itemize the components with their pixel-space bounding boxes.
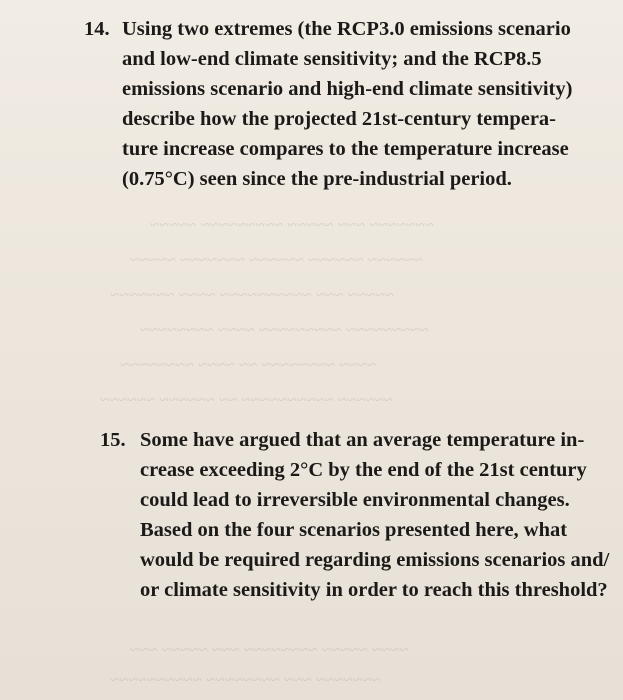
show-through-text: ~~~~~~ ~~~~~~~~~~ ~~ ~~~~~~ ~~~~~~ — [100, 390, 393, 409]
question-line: describe how the projected 21st-century tempera- — [122, 108, 556, 130]
question-line: would be required regarding emissions scenarios and/ — [140, 549, 610, 571]
question-line: Using two extremes (the RCP3.0 emissions scenario — [122, 18, 571, 40]
question-number: 15. — [100, 429, 126, 451]
show-through-text: ~~~~~~~ ~~~ ~~~~~ ~~~~~~~~~ ~~~~~ — [150, 215, 434, 234]
show-through-text: ~~~~~~ ~~~~~~ ~~~~~~ ~~~~~~~ ~~~~~ — [130, 250, 423, 269]
question-line: Some have argued that an average temperature in- — [140, 429, 585, 451]
question-line: could lead to irreversible environmental changes. — [140, 489, 570, 511]
show-through-text: ~~~~~ ~~~ ~~~~~~~~~~ ~~~~ ~~~~~~~ — [110, 285, 394, 304]
question-line: crease exceeding 2°C by the end of the 21st century — [140, 459, 587, 481]
question-text — [140, 425, 609, 605]
question-line: and low-end climate sensitivity; and the RCP8.5 — [122, 48, 542, 70]
question-line: or climate sensitivity in order to reach this threshold? — [140, 579, 608, 601]
question-line: ture increase compares to the temperature increase — [122, 138, 569, 160]
question-text — [122, 14, 572, 194]
show-through-text: ~~~~~~~ ~~~ ~~~~~~~~ ~~~~~~~~~~ — [110, 670, 381, 689]
question-number: 14. — [84, 18, 110, 40]
show-through-text: ~~~~ ~~~~~~~~ ~~ ~~~~ ~~~~~~~~ — [120, 355, 377, 374]
question-line: (0.75°C) seen since the pre-industrial period. — [122, 168, 512, 190]
question-line: Based on the four scenarios presented here, what — [140, 519, 568, 541]
show-through-text: ~~~~ ~~~~~ ~~~~~~~~ ~~~ ~~~~~ ~~~ — [130, 640, 409, 659]
show-through-text: ~~~~~~~~~ ~~~~~~~~~ ~~~~ ~~~~~~~~ — [140, 320, 429, 339]
question-line: emissions scenario and high-end climate sensitivity) — [122, 78, 573, 100]
